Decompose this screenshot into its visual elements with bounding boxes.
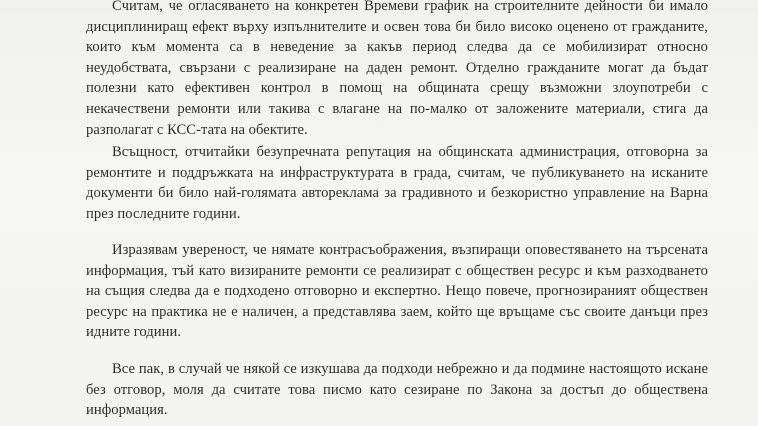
paragraph-public-resource: Изразявам увереност, че нямате контрасъображения, възпиращи оповестяването на търсената информация, тъй като визираните ремонти се реализират с обществен ресурс и към разходването на същия следва да е подходено отговорно и експертно. Нещо повече, прогнозираният обществен ресурс на практика не е наличен, а представлява заем, който ще връщаме със своите данъци през идните години. [86, 242, 708, 341]
paragraph-administration-reputation: Всъщност, отчитайки безупречната репутация на общинската администрация, отговорна за ремонтите и поддръжката на инфраструктурата в града, считам, че публикуването на исканите документи би било най-голямата автореклама за градивното и безкористно управление на Варна през последните години. [86, 144, 708, 222]
paragraph-work-schedule: Считам, че огласяването на конкретен Времеви график на строителните дейности би имало дисциплиниращ ефект върху изпълнителите и освен това би било високо оценено от гражданите, които към момента са в неведение за какъв период следва да се мобилизират относно неудобствата, свързани с реализиране на даден ремонт. Отделно гражданите могат да бъдат полезни като ефективен контрол в помощ на общината срещу възможни злоупотреби с некачествени ремонти или такива с влагане на по-малко от заложените материали, стига да разполагат с КСС-тата на обектите. [86, 0, 708, 138]
paragraph-access-to-information: Все пак, в случай че някой се изкушава да подходи небрежно и да подмине настоящото искане без отговор, моля да считате това писмо като сезиране по Закона за достъп до обществена информация. [86, 361, 708, 419]
